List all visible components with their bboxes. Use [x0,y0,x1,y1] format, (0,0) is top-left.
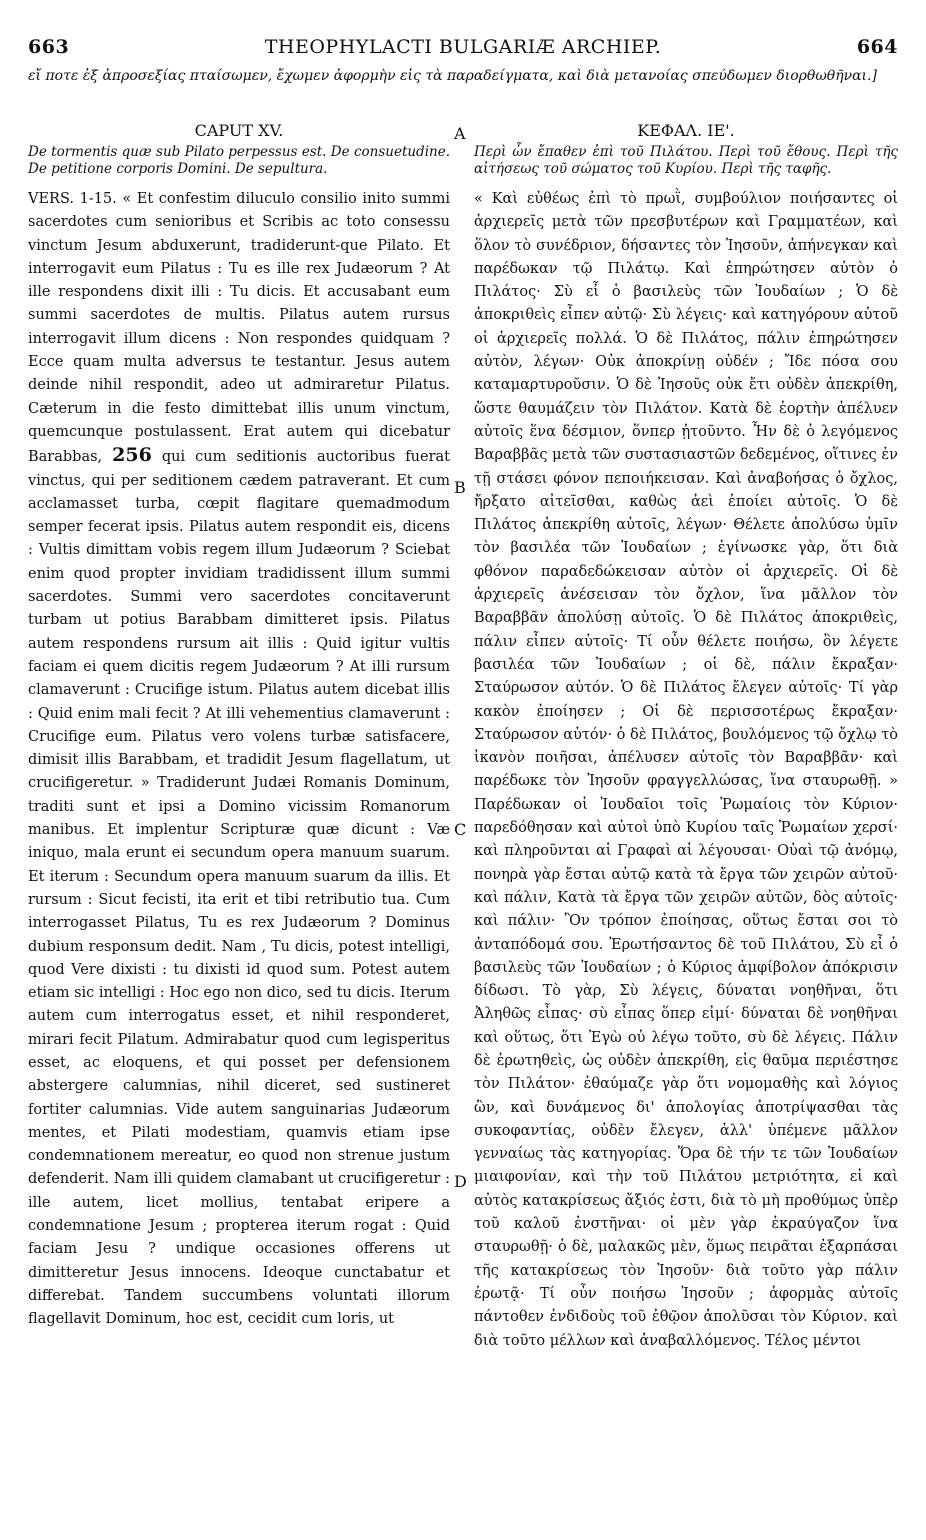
margin-marker-a: A [454,124,466,143]
intro-greek-text: εἴ ποτε ἐξ ἀπροσεξίας πταίσωμεν, ἔχωμεν ἀφορμὴν εἰς τὰ παραδείγματα, καὶ διὰ μετανοίας σπεύδωμεν διορθωθῆναι.] [28,68,877,84]
latin-text-after: qui cum seditionis auctoribus fuerat vinctus, qui per seditionem cædem patraverant. Et cum acclamasset turba, cœpit flagitare quemadmodum semper fecerat ipsis. Pilatus autem respondit eis, dicens : Vultis dimittam vobis regem illum Judæorum ? Sciebat enim quod propter invidiam tradidissent illum summi sacerdotes. Summi vero sacerdotes concitaverunt turbam ut potius Barabbam dimitteret ipsis. Pilatus autem respondens rursum ait illis : Quid igitur vultis faciam ei quem dicitis regem Judæorum ? At illi rursum clamaverunt : Crucifige istum. Pilatus autem dicebat illis : Quid enim mali fecit ? At illi vehementius clamaverunt : Crucifige eum. Pilatus vero volens turbæ satisfacere, dimisit illis Barabbam, et tradidit Jesum flagellatum, ut crucifigeretur. » Tradiderunt Judæi Romanis Dominum, traditi sunt et ipsi a Domino vicissim Romanorum manibus. Et implentur Scripturæ quæ dicunt : Væ iniquo, mala erunt ei secundum opera manuum suarum. Et iterum : Secundum opera manuum suarum da illis. Et rursum : Sicut fecisti, ita erit et tibi retributio tua. Cum interrogasset Pilatus, Tu es rex Judæorum ? Dominus dubium responsum dedit. Nam , Tu dicis, potest intelligi, quod Vere dixisti : tu dixisti id quod sum. Potest autem etiam sic intelligi : Hoc ego non dico, sed tu dicis. Iterum autem cum interrogatus esset, et nihil responderet, mirari fecit Pilatum. Admirabatur quod cum legisperitus esset, ac eloquens, et qui posset per defensionem abstergere calumnias, nihil diceret, sed sustineret fortiter calumnias. Vide autem sanguinarias Judæorum mentes, et Pilati modestiam, quamvis etiam ipse condemnationem mereatur, eo quod non strenue justum defenderit. Nam illi quidem clamabant ut crucifigeretur : ille autem, licet mollius, tentabat eripere a condemnatione Jesum ; propterea iterum rogat : Quid faciam Jesu ? undique occasiones offerens ut dimitteretur Jesus innocens. Ideoque cunctabatur et differebat. Tandem succumbens voluntati illorum flagellavit Dominum, hoc est, cecidit cum loris, ut [28,449,450,1328]
page-number-left: 663 [28,36,70,58]
latin-body [28,188,450,1332]
greek-column [474,120,898,1353]
latin-text-before: VERS. 1-15. « Et confestim diluculo consilio inito summi sacerdotes cum senioribus et Scribis ac toto consessu vinctum Jesum abduxerunt, tradiderunt-que Pilato. Et interrogavit eum Pilatus : Tu es ille rex Judæorum ? At ille respondens dixit illi : Tu dicis. Et accusabant eum summi sacerdotes de multis. Pilatus autem rursus interrogavit illum dicens : Non respondes quidquam ? Ecce quam multa adversus te testantur. Jesus autem deinde nihil respondit, adeo ut admiraretur Pilatus. Cæterum in die festo dimittebat illis unum vinctum, quemcunque postulassent. Erat autem qui dicebatur Barabbas, [28,191,450,466]
page-number-right: 664 [856,36,898,58]
running-title: THEOPHYLACTI BULGARIÆ ARCHIEP. [264,36,662,58]
margin-marker-b: B [454,478,466,497]
latin-chapter-summary: De tormentis quæ sub Pilato perpessus est. De consuetudine. De petitione corporis Domini. De sepultura. [28,144,450,177]
greek-chapter-summary: Περὶ ὧν ἔπαθεν ἐπὶ τοῦ Πιλάτου. Περὶ τοῦ ἔθους. Περὶ τῆς αἰτήσεως τοῦ σώματος τοῦ Κυρίου. Περὶ τῆς ταφῆς. [474,144,898,177]
column-number: 256 [112,444,152,467]
greek-body [474,188,898,1353]
margin-marker-c: C [454,820,467,839]
margin-marker-d: D [454,1172,467,1191]
running-header [28,36,898,62]
latin-column [28,120,450,1332]
greek-chapter-heading: ΚΕΦΑΛ. ΙΕ'. [637,121,735,140]
latin-chapter-heading: CAPUT XV. [194,121,284,140]
greek-text: « Καὶ εὐθέως ἐπὶ τὸ πρωῒ, συμβούλιον ποιήσαντες οἱ ἀρχιερεῖς μετὰ τῶν πρεσβυτέρων καὶ Γραμματέων, καὶ ὅλον τὸ συνέδριον, δήσαντες τὸν Ἰησοῦν, ἀπήνεγκαν καὶ παρέδωκαν τῷ Πιλάτῳ. Καὶ ἐπηρώτησεν αὐτὸν ὁ Πιλάτος· Σὺ εἶ ὁ βασιλεὺς τῶν Ἰουδαίων ; Ὁ δὲ ἀποκριθεὶς εἶπεν αὐτῷ· Σὺ λέγεις· καὶ κατηγόρουν αὐτοῦ οἱ ἀρχιερεῖς πολλά. Ὁ δὲ Πιλάτος, πάλιν ἐπηρώτησεν αὐτὸν, λέγων· Οὐκ ἀποκρίνῃ οὐδέν ; Ἴδε πόσα σου καταμαρτυροῦσιν. Ὁ δὲ Ἰησοῦς οὐκ ἔτι οὐδὲν ἀπεκρίθη, ὥστε θαυμάζειν τὸν Πιλάτον. Κατὰ δὲ ἑορτὴν ἀπέλυεν αὐτοῖς ἕνα δέσμιον, ὅνπερ ᾐτοῦντο. Ἦν δὲ ὁ λεγόμενος Βαραββᾶς μετὰ τῶν συστασιαστῶν δεδεμένος, οἵτινες ἐν τῇ στάσει φόνον πεποιήκεισαν. Καὶ ἀναβοήσας ὁ ὄχλος, ἤρξατο αἰτεῖσθαι, καθὼς ἀεὶ ἐποίει αὐτοῖς. Ὁ δὲ Πιλάτος ἀπεκρίθη αὐτοῖς, λέγων· Θέλετε ἀπολύσω ὑμῖν τὸν βασιλέα τῶν Ἰουδαίων ; ἐγίνωσκε γὰρ, ὅτι διὰ φθόνον παραδεδώκεισαν αὐτὸν οἱ ἀρχιερεῖς. Οἱ δὲ ἀρχιερεῖς ἀνέσεισαν τὸν ὄχλον, ἵνα μᾶλλον τὸν Βαραββᾶν ἀπολύσῃ αὐτοῖς. Ὁ δὲ Πιλάτος ἀποκριθεὶς, πάλιν εἶπεν αὐτοῖς· Τί οὖν θέλετε ποιήσω, ὃν λέγετε βασιλέα τῶν Ἰουδαίων ; οἱ δὲ, πάλιν ἔκραξαν· Σταύρωσον αὐτόν. Ὁ δὲ Πιλάτος ἔλεγεν αὐτοῖς· Τί γὰρ κακὸν ἐποίησεν ; Οἱ δὲ περισσοτέρως ἔκραξαν· Σταύρωσον αὐτόν· ὁ δὲ Πιλάτος, βουλόμενος τῷ ὄχλῳ τὸ ἱκανὸν ποιῆσαι, ἀπέλυσεν αὐτοῖς τὸν Βαραββᾶν· καὶ παρέδωκε τὸν Ἰησοῦν φραγγελλώσας, ἵνα σταυρωθῇ. » Παρέδωκαν οἱ Ἰουδαῖοι τοῖς Ῥωμαίοις τὸν Κύριον· παρεδόθησαν καὶ αὐτοὶ ὑπὸ Κυρίου ταῖς Ῥωμαίων χερσί· καὶ πληροῦνται αἱ Γραφαὶ αἱ λέγουσαι· Οὐαὶ τῷ ἀνόμῳ, πονηρὰ γὰρ ἔσται αὐτῷ κατὰ τὰ ἔργα τῶν χειρῶν αὐτοῦ· καὶ πάλιν, Κατὰ τὰ ἔργα τῶν χειρῶν αὐτῶν, δὸς αὐτοῖς· καὶ πάλιν· Ὃν τρόπον ἐποίησας, οὕτως ἔσται σοι τὸ ἀνταπόδομά σου. Ἐρωτήσαντος δὲ τοῦ Πιλάτου, Σὺ εἶ ὁ βασιλεὺς τῶν Ἰουδαίων ; ὁ Κύριος ἀμφίβολον ἀπόκρισιν δίδωσι. Τὸ γὰρ, Σὺ λέγεις, δύναται νοηθῆναι, ὅτι Ἀληθῶς εἶπας· σὺ εἶπας ὅπερ εἰμί· δύναται δὲ νοηθῆναι καὶ οὕτως, ὅτι Ἐγὼ οὐ λέγω τοῦτο, σὺ δὲ λέγεις. Πάλιν δὲ ἐρωτηθεὶς, ὡς οὐδὲν ἀπεκρίθη, εἰς θαῦμα περιέστησε τὸν Πιλάτον· ἐθαύμαζε γὰρ ὅτι νομομαθὴς καὶ λόγιος ὢν, καὶ δυνάμενος δι' ἀπολογίας ἀποτρίψασθαι τὰς συκοφαντίας, οὐδὲν ἔλεγεν, ἀλλ' ὑπέμενε μᾶλλον γενναίως τὰς κατηγορίας. Ὅρα δὲ τήν τε τῶν Ἰουδαίων μιαιφονίαν, καὶ τὴν τοῦ Πιλάτου μετριότητα, εἰ καὶ αὐτὸς κατακρίσεως ἄξιός ἐστι, διὰ τὸ μὴ προθύμως ὑπὲρ τοῦ καλοῦ ἐνστῆναι· οἱ μὲν γὰρ ἐκραύγαζον ἵνα σταυρωθῇ· ὁ δὲ, μαλακῶς μὲν, ὅμως πειρᾶται ἐξαρπάσαι τῆς κατακρίσεως τὸν Ἰησοῦν· διὰ τοῦτο γὰρ πάλιν ἐρωτᾷ· Τί οὖν ποιήσω Ἰησοῦν ; ἀφορμὰς αὐτοῖς πάντοθεν ἐνδιδοὺς τοῦ ἐθῷον ἀπολῦσαι τὸν Κύριον. καὶ διὰ τοῦτο μέλλων καὶ ἀναβαλλόμενος. Τέλος μέντοι [474,191,898,1349]
